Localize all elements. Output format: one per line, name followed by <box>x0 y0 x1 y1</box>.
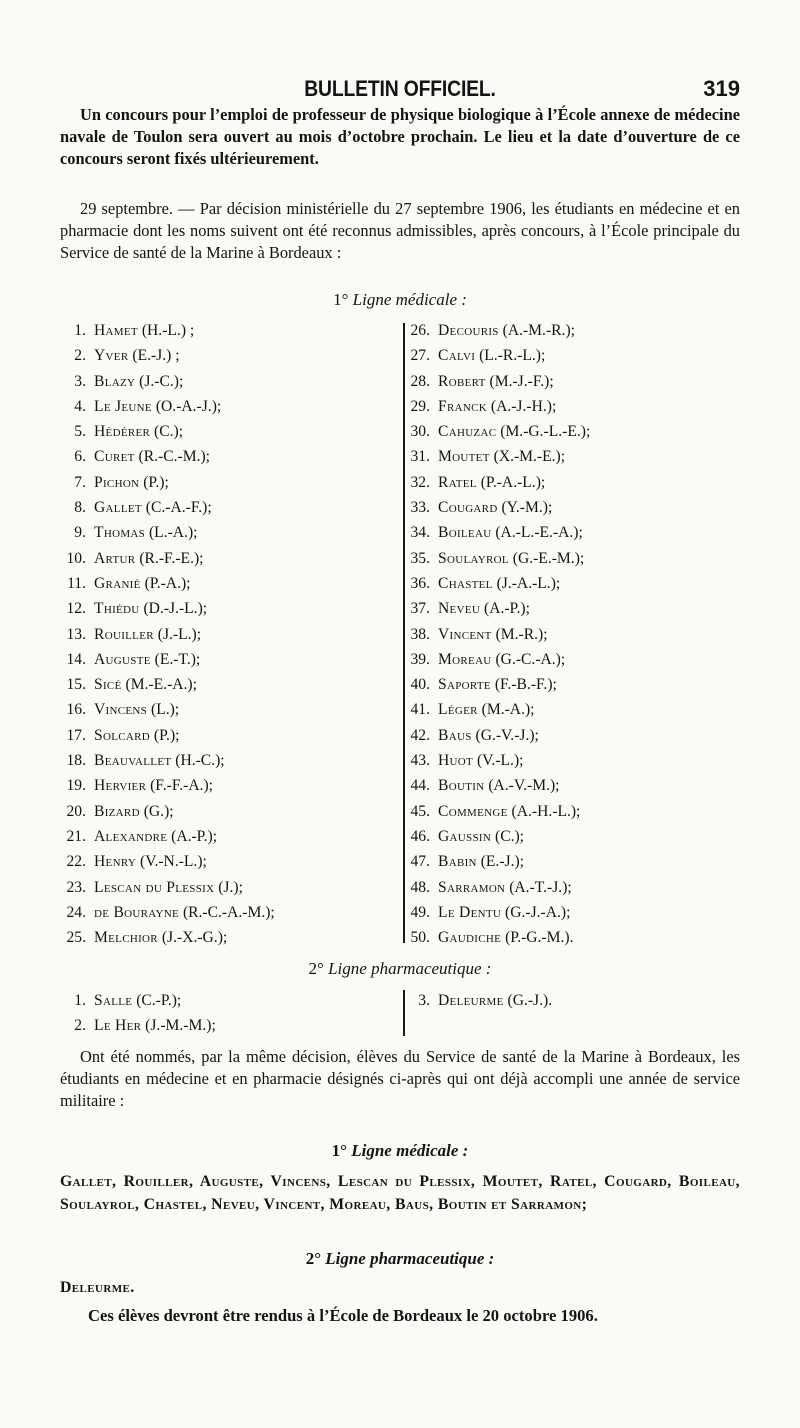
student-initials: (G.-E.-M.); <box>512 549 585 567</box>
student-name: Commenge <box>438 802 508 820</box>
student-initials: (E.-T.); <box>154 650 201 668</box>
item-number: 13. <box>66 625 86 643</box>
student-initials: (L.-R.-L.); <box>479 347 546 365</box>
list-item <box>56 520 275 545</box>
student-initials: (P.); <box>153 726 180 744</box>
heading-ligne-medicale: 1° Ligne médicale : <box>333 290 467 309</box>
student-initials: (J.-X.-G.); <box>161 929 228 947</box>
item-number: 37. <box>410 600 430 618</box>
student-initials: (P.-A.); <box>144 574 191 592</box>
item-number: 25. <box>66 929 86 947</box>
list-item <box>56 647 275 672</box>
list-item <box>56 849 275 874</box>
item-number: 39. <box>410 650 430 668</box>
student-name: Baus <box>438 726 472 744</box>
student-initials: (V.-N.-L.); <box>140 853 207 871</box>
heading-ligne-pharmaceutique: 2° Ligne pharmaceutique : <box>308 959 492 978</box>
item-number: 36. <box>410 574 430 592</box>
item-number: 21. <box>66 827 86 845</box>
student-initials: (C.-A.-F.); <box>145 499 212 517</box>
student-initials: (A.-H.-L.); <box>511 802 581 820</box>
student-initials: (C.); <box>495 827 525 845</box>
student-name: Lescan du Plessix <box>94 878 215 896</box>
list-item <box>400 571 590 596</box>
item-number: 44. <box>410 777 430 795</box>
list-item <box>56 672 275 697</box>
item-number: 4. <box>74 397 86 415</box>
item-number: 50. <box>410 929 430 947</box>
student-initials: (Y.-M.); <box>501 499 553 517</box>
student-name: Moutet <box>438 448 490 466</box>
student-initials: (M.-J.-F.); <box>489 372 554 390</box>
item-number: 7. <box>74 473 86 491</box>
student-initials: (F.-B.-F.); <box>494 676 557 694</box>
item-number: 31. <box>410 448 430 466</box>
student-initials: (X.-M.-E.); <box>493 448 566 466</box>
student-initials: (G.-C.-A.); <box>495 650 566 668</box>
student-name: Franck <box>438 397 487 415</box>
student-name: Rouiller <box>94 625 154 643</box>
student-initials: (A.-V.-M.); <box>488 777 560 795</box>
list-medicale-right <box>400 318 590 950</box>
student-name: Vincens <box>94 701 148 719</box>
list-item <box>400 596 590 621</box>
student-initials: (E.-J.) ; <box>132 347 180 365</box>
nommes-medicale-list: Gallet, Rouiller, Auguste, Vincens, Lescan du Plessix, Moutet, Ratel, Cougard, Boileau, Soulayrol, Chastel, Neveu, Vincent, Moreau, Baus, Boutin et Sarramon; <box>60 1173 740 1213</box>
item-number: 42. <box>410 726 430 744</box>
list-item <box>400 369 590 394</box>
item-number: 23. <box>66 878 86 896</box>
student-initials: (J.-L.); <box>157 625 202 643</box>
item-number: 49. <box>410 903 430 921</box>
closing-sentence: Ces élèves devront être rendus à l’École de Bordeaux le 20 octobre 1906. <box>88 1306 598 1325</box>
bulletin-title: BULLETIN OFFICIEL. <box>304 76 496 101</box>
item-number: 28. <box>410 372 430 390</box>
item-number: 48. <box>410 878 430 896</box>
list-item <box>56 824 275 849</box>
student-name: Gallet <box>94 499 142 517</box>
paragraph-decision: 29 septembre. — Par décision ministérielle du 27 septembre 1906, les étudiants en médecine et en pharmacie dont les noms suivent ont été reconnus admissibles, après concours, à l’École principale du Service de santé de la Marine à Bordeaux : <box>60 199 740 262</box>
item-number: 27. <box>410 347 430 365</box>
item-number: 15. <box>66 676 86 694</box>
student-initials: (R.-F.-E.); <box>139 549 204 567</box>
student-name: Sicé <box>94 676 122 694</box>
student-initials: (M.-R.); <box>495 625 548 643</box>
list-medicale-left <box>56 318 275 950</box>
item-number: 46. <box>410 827 430 845</box>
student-initials: (O.-A.-J.); <box>155 397 222 415</box>
item-number: 29. <box>410 397 430 415</box>
item-number: 24. <box>66 903 86 921</box>
item-number: 8. <box>74 499 86 517</box>
list-item <box>400 697 590 722</box>
list-item <box>56 419 275 444</box>
list-item <box>400 773 590 798</box>
student-initials: (E.-J.); <box>480 853 525 871</box>
item-number: 32. <box>410 473 430 491</box>
student-initials: (A.-P.); <box>484 600 530 618</box>
student-name: Beauvallet <box>94 752 172 770</box>
student-name: Le Dentu <box>438 903 502 921</box>
student-initials: (G.-J.). <box>507 992 553 1009</box>
item-number: 17. <box>66 726 86 744</box>
student-initials: (A.-J.-H.); <box>490 397 557 415</box>
item-number: 16. <box>66 701 86 719</box>
list-pharma-left <box>56 988 216 1039</box>
item-number: 2. <box>74 1017 86 1035</box>
student-name: de Bourayne <box>94 903 180 921</box>
list-item <box>56 697 275 722</box>
item-number: 2. <box>74 347 86 365</box>
list-item <box>56 546 275 571</box>
list-item <box>400 900 590 925</box>
student-name: Sarramon <box>438 878 506 896</box>
student-name: Le Jeune <box>94 397 152 415</box>
student-initials: (P.-A.-L.); <box>480 473 546 491</box>
list-item <box>400 925 590 950</box>
list-item <box>56 1013 216 1038</box>
list-pharma-right <box>400 988 552 1013</box>
item-number: 3. <box>418 992 430 1009</box>
student-initials: (F.-F.-A.); <box>150 777 214 795</box>
student-name: Hamet <box>94 322 138 339</box>
item-number: 12. <box>66 600 86 618</box>
item-number: 10. <box>66 549 86 567</box>
list-item <box>400 748 590 773</box>
item-number: 43. <box>410 752 430 770</box>
item-number: 45. <box>410 802 430 820</box>
list-item <box>400 343 590 368</box>
student-name: Cahuzac <box>438 423 497 441</box>
item-number: 35. <box>410 549 430 567</box>
list-item <box>56 343 275 368</box>
student-name: Léger <box>438 701 478 719</box>
list-item <box>400 394 590 419</box>
paragraph-concours: Un concours pour l’emploi de professeur de physique biologique à l’École annexe de médecine navale de Toulon sera ouvert au mois d’octobre prochain. Le lieu et la date d’ouverture de ce concours seront fixés ultérieurement. <box>60 105 740 168</box>
item-number: 41. <box>410 701 430 719</box>
list-item <box>56 495 275 520</box>
student-initials: (D.-J.-L.); <box>143 600 208 618</box>
list-item <box>56 444 275 469</box>
list-item <box>56 900 275 925</box>
student-initials: (H.-C.); <box>175 752 225 770</box>
student-name: Yver <box>94 347 129 365</box>
student-name: Neveu <box>438 600 481 618</box>
item-number: 30. <box>410 423 430 441</box>
list-item <box>56 988 216 1013</box>
list-item <box>56 799 275 824</box>
student-name: Huot <box>438 752 474 770</box>
list-item <box>400 988 552 1013</box>
student-name: Pichon <box>94 473 140 491</box>
student-initials: (L.); <box>151 701 180 719</box>
list-item <box>400 647 590 672</box>
item-number: 9. <box>74 524 86 542</box>
item-number: 11. <box>67 574 86 592</box>
item-number: 6. <box>74 448 86 466</box>
nommes-pharma-list: Deleurme. <box>60 1279 135 1296</box>
student-initials: (A.-M.-R.); <box>502 322 575 339</box>
student-initials: (J.-C.); <box>139 372 184 390</box>
student-name: Thiédu <box>94 600 140 618</box>
student-name: Boutin <box>438 777 485 795</box>
list-item <box>400 470 590 495</box>
list-item <box>56 394 275 419</box>
student-name: Blazy <box>94 372 136 390</box>
student-name: Gaudiche <box>438 929 502 947</box>
item-number: 47. <box>410 853 430 871</box>
item-number: 38. <box>410 625 430 643</box>
student-name: Boileau <box>438 524 492 542</box>
heading-ligne-pharmaceutique-2: 2° Ligne pharmaceutique : <box>305 1249 495 1268</box>
list-item <box>400 419 590 444</box>
student-name: Saporte <box>438 676 491 694</box>
student-initials: (J.); <box>218 878 243 896</box>
item-number: 19. <box>66 777 86 795</box>
student-name: Auguste <box>94 650 151 668</box>
student-name: Curet <box>94 448 135 466</box>
list-item <box>400 520 590 545</box>
student-initials: (M.-G.-L.-E.); <box>500 423 591 441</box>
student-name: Chastel <box>438 574 493 592</box>
student-name: Deleurme <box>438 992 504 1009</box>
list-item <box>56 748 275 773</box>
paragraph-nommes: Ont été nommés, par la même décision, élèves du Service de santé de la Marine à Bordeaux, les étudiants en médecine et en pharmacie désignés ci-après qui ont déjà accompli une année de service militaire : <box>60 1047 740 1110</box>
student-initials: (G.); <box>143 802 174 820</box>
student-initials: (R.-C.-M.); <box>138 448 210 466</box>
item-number: 5. <box>74 423 86 441</box>
student-initials: (M.-E.-A.); <box>125 676 197 694</box>
heading-ligne-medicale-2: 1° Ligne médicale : <box>331 1141 469 1160</box>
student-name: Cougard <box>438 499 498 517</box>
student-initials: (M.-A.); <box>481 701 535 719</box>
list-item <box>56 369 275 394</box>
student-initials: (L.-A.); <box>148 524 198 542</box>
student-name: Bizard <box>94 802 140 820</box>
student-name: Thomas <box>94 524 146 542</box>
student-name: Hédérer <box>94 423 151 441</box>
list-item <box>56 596 275 621</box>
list-item <box>56 773 275 798</box>
list-item <box>56 875 275 900</box>
item-number: 40. <box>410 676 430 694</box>
student-name: Decouris <box>438 322 499 339</box>
student-name: Vincent <box>438 625 492 643</box>
student-initials: (A.-T.-J.); <box>509 878 572 896</box>
student-name: Soulayrol <box>438 549 509 567</box>
student-initials: (J.-A.-L.); <box>496 574 561 592</box>
student-initials: (J.-M.-M.); <box>145 1017 216 1035</box>
item-number: 22. <box>66 853 86 871</box>
student-initials: (A.-P.); <box>171 827 218 845</box>
item-number: 18. <box>66 752 86 770</box>
item-number: 20. <box>66 802 86 820</box>
student-name: Melchior <box>94 929 158 947</box>
student-name: Gaussin <box>438 827 492 845</box>
list-item <box>56 622 275 647</box>
item-number: 1. <box>74 992 86 1009</box>
student-initials: (P.); <box>143 473 169 491</box>
student-name: Artur <box>94 549 136 567</box>
student-initials: (H.-L.) ; <box>141 322 195 339</box>
list-item <box>400 799 590 824</box>
item-number: 26. <box>410 322 430 339</box>
student-initials: (P.-G.-M.). <box>505 929 574 947</box>
page-number: 319 <box>703 76 740 101</box>
student-name: Alexandre <box>94 827 168 845</box>
list-item <box>400 318 590 343</box>
student-initials: (A.-L.-E.-A.); <box>495 524 583 542</box>
list-item <box>400 444 590 469</box>
student-name: Robert <box>438 372 486 390</box>
student-name: Babin <box>438 853 477 871</box>
list-item <box>400 875 590 900</box>
item-number: 14. <box>66 650 86 668</box>
list-item <box>400 546 590 571</box>
list-item <box>400 849 590 874</box>
student-name: Hervier <box>94 777 147 795</box>
student-name: Henry <box>94 853 137 871</box>
item-number: 33. <box>410 499 430 517</box>
list-item <box>56 571 275 596</box>
student-name: Calvi <box>438 347 476 365</box>
student-initials: (R.-C.-A.-M.); <box>182 903 275 921</box>
list-item <box>400 495 590 520</box>
list-item <box>56 318 275 343</box>
student-name: Ratel <box>438 473 477 491</box>
list-item <box>400 672 590 697</box>
student-initials: (V.-L.); <box>476 752 524 770</box>
item-number: 1. <box>74 322 86 339</box>
list-item <box>400 622 590 647</box>
student-name: Le Her <box>94 1017 142 1035</box>
list-item <box>400 824 590 849</box>
item-number: 3. <box>74 372 86 390</box>
student-name: Granié <box>94 574 141 592</box>
list-item <box>56 723 275 748</box>
student-name: Solcard <box>94 726 150 744</box>
list-item <box>56 470 275 495</box>
student-name: Moreau <box>438 650 492 668</box>
list-item <box>400 723 590 748</box>
student-initials: (C.); <box>154 423 184 441</box>
list-item <box>56 925 275 950</box>
student-initials: (G.-J.-A.); <box>505 903 571 921</box>
student-name: Salle <box>94 992 133 1009</box>
student-initials: (C.-P.); <box>136 992 182 1009</box>
item-number: 34. <box>410 524 430 542</box>
student-initials: (G.-V.-J.); <box>475 726 539 744</box>
